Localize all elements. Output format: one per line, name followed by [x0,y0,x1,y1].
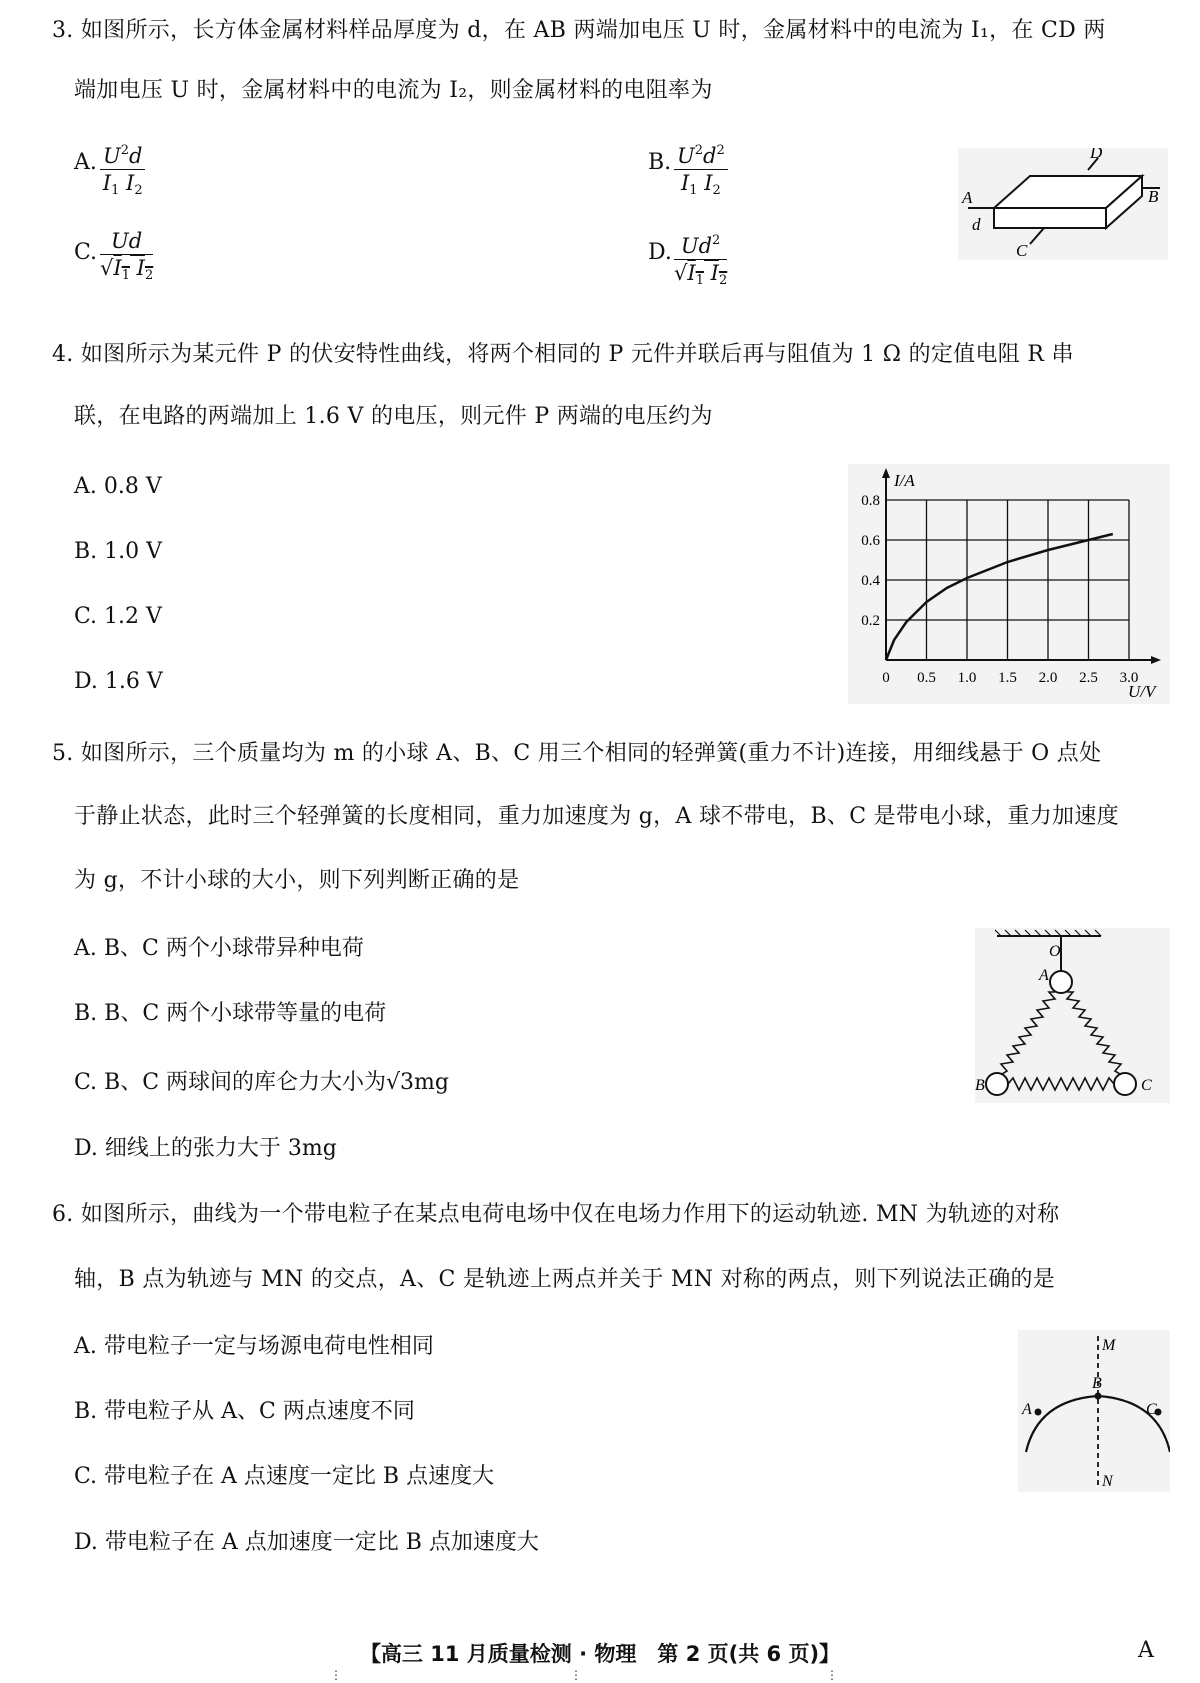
q5-spring-figure [975,928,1170,1103]
binding-dots-left: ⋮ [330,1668,342,1682]
q3-option-d-label: D. [648,240,672,265]
q3-option-a-label: A. [74,150,97,175]
q5-option-a: A. B、C 两个小球带异种电荷 [74,936,364,961]
q6-option-c: C. 带电粒子在 A 点速度一定比 B 点速度大 [74,1464,495,1489]
q3-option-a-formula: $\frac{U^2d}{I_1 I_2}$ [100,138,145,204]
q4-option-a: A. 0.8 V [74,474,162,499]
q5-stem-line1: 5. 如图所示，三个质量均为 m 的小球 A、B、C 用三个相同的轻弹簧(重力不计)连接，用细线悬于 O 点处 [52,741,1102,766]
q3-option-b-formula: $\frac{U^2d^2}{I_1 I_2}$ [674,138,728,204]
chart-xtick-label: 2.0 [1038,670,1058,686]
q5-option-b: B. B、C 两个小球带等量的电荷 [74,1001,387,1026]
q3-label-d: D [1090,148,1103,162]
q6-stem-line2: 轴，B 点为轨迹与 MN 的交点，A、C 是轨迹上两点并关于 MN 对称的两点，则下列说法正确的是 [74,1267,1056,1292]
chart-ylabel: I/A [894,471,915,490]
q5-option-d: D. 细线上的张力大于 3mg [74,1136,337,1161]
q4-option-b: B. 1.0 V [74,539,163,564]
q3-stem-line1: 3. 如图所示，长方体金属材料样品厚度为 d，在 AB 两端加电压 U 时，金属材料中的电流为 I₁，在 CD 两 [52,18,1106,43]
q3-option-c-formula: $\frac{Ud}{√I_1 I_2}$ [100,229,154,283]
q6-label-n: N [1102,1473,1113,1490]
q3-cuboid-figure [958,148,1168,260]
chart-ytick-label: 0.2 [861,613,880,629]
q6-option-a: A. 带电粒子一定与场源电荷电性相同 [74,1334,434,1359]
q4-stem-line2: 联，在电路的两端加上 1.6 V 的电压，则元件 P 两端的电压约为 [74,404,713,429]
q3-label-b: B [1148,187,1159,206]
q3-label-a: A [962,188,973,207]
q4-iv-chart [848,464,1170,704]
q6-trajectory-figure [1018,1330,1170,1492]
paper-version-mark: A [1138,1638,1154,1663]
q6-label-c: C [1146,1401,1157,1418]
q4-option-c: C. 1.2 V [74,604,162,629]
binding-dots-center: ⋮ [570,1668,582,1682]
chart-xtick-label: 1.5 [998,670,1017,686]
q3-label-c: C [1016,241,1028,260]
chart-xtick-label: 3.0 [1119,670,1139,686]
q6-label-m: M [1102,1337,1116,1354]
q3-stem-line2: 端加电压 U 时，金属材料中的电流为 I₂，则金属材料的电阻率为 [74,78,713,103]
chart-xtick-label: 2.5 [1079,670,1098,686]
chart-xlabel: U/V [1128,682,1156,701]
q5-option-c: C. B、C 两球间的库仑力大小为√3mg [74,1070,449,1095]
q4-option-d: D. 1.6 V [74,669,163,694]
q6-option-b: B. 带电粒子从 A、C 两点速度不同 [74,1399,415,1424]
q3-label-thickness: d [972,215,981,234]
q3-option-c-label: C. [74,240,98,265]
chart-xtick-label: 0.5 [917,670,936,686]
page-footer: 【高三 11 月质量检测 · 物理 第 2 页(共 6 页)】 [359,1642,841,1666]
chart-ytick-label: 0.4 [861,573,880,589]
q5-stem-line3: 为 g，不计小球的大小，则下列判断正确的是 [74,868,520,893]
q5-label-c: C [1141,1077,1152,1094]
q5-label-b: B [975,1077,985,1094]
chart-ytick-label: 0.8 [861,493,880,509]
chart-xtick-label: 0 [882,670,890,686]
q5-stem-line2: 于静止状态，此时三个轻弹簧的长度相同，重力加速度为 g，A 球不带电，B、C 是带电小球，重力加速度 [74,804,1119,829]
binding-dots-right: ⋮ [826,1668,838,1682]
q6-label-b: B [1092,1375,1102,1392]
q4-stem-line1: 4. 如图所示为某元件 P 的伏安特性曲线，将两个相同的 P 元件并联后再与阻值为 1 Ω 的定值电阻 R 串 [52,342,1074,367]
q6-stem-line1: 6. 如图所示，曲线为一个带电粒子在某点电荷电场中仅在电场力作用下的运动轨迹. MN 为轨迹的对称 [52,1202,1060,1227]
chart-xtick-label: 1.0 [957,670,977,686]
q6-label-a: A [1022,1401,1032,1418]
chart-ytick-label: 0.6 [861,533,880,549]
q3-option-b-label: B. [648,150,672,175]
q5-label-o: O [1049,943,1061,960]
q3-option-d-formula: $\frac{Ud^2}{√I_1 I_2}$ [674,228,727,294]
q5-label-a: A [1039,967,1049,984]
q6-option-d: D. 带电粒子在 A 点加速度一定比 B 点加速度大 [74,1530,539,1555]
